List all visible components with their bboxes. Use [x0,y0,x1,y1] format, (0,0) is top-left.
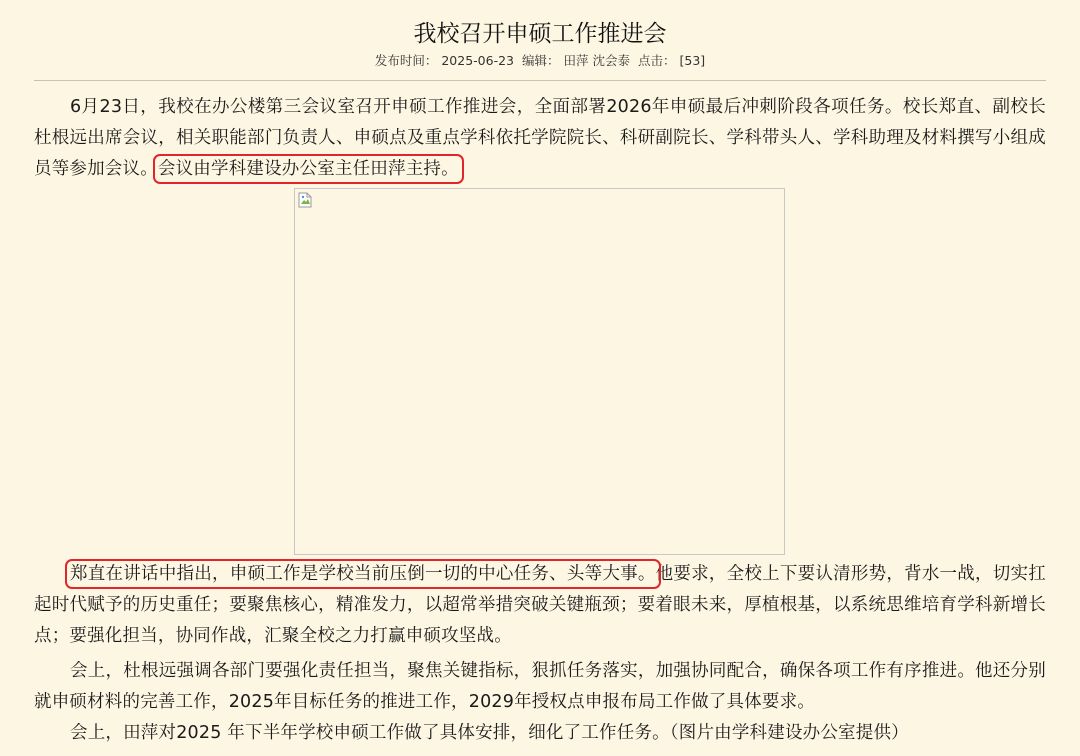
broken-image-icon [298,192,312,208]
page-title: 我校召开申硕工作推进会 [413,21,667,47]
paragraph-1 [34,92,1046,185]
title-divider [34,80,1046,81]
paragraph-3 [34,656,1046,718]
article-meta [0,52,1080,70]
click-count: [53] [679,53,706,68]
clicks-label: 点击： [637,53,676,68]
published-date: 2025-06-23 [441,53,514,68]
article-photo [294,188,785,555]
paragraph-4-text: 会上，田萍对2025 年下半年学校申硕工作做了具体安排，细化了工作任务。（图片由学科建设办公室提供） [70,723,909,743]
paragraph-3-text: 会上，杜根远强调各部门要强化责任担当，聚焦关键指标，狠抓任务落实，加强协同配合，确保各项工作有序推进。他还分别就申硕材料的完善工作，2025年目标任务的推进工作，2029年授权点申报布局工作做了具体要求。 [34,661,1046,712]
editor-names: 田萍 沈会泰 [563,53,630,68]
paragraph-2-text: 他要求，全校上下要认清形势，背水一战，切实扛起时代赋予的历史重任；要聚焦核心，精准发力，以超常举措突破关键瓶颈；要着眼未来，厚植根基，以系统思维培育学科新增长点；要强化担当，协同作战，汇聚全校之力打赢申硕攻坚战。 [34,564,1046,646]
paragraph-1-highlight: 会议由学科建设办公室主任田萍主持。 [157,159,459,179]
editor-label: 编辑： [521,53,560,68]
paragraph-2-highlight: 郑直在讲话中指出，申硕工作是学校当前压倒一切的中心任务、头等大事。 [70,564,656,584]
published-label: 发布时间： [374,53,438,68]
paragraph-2 [34,559,1046,652]
paragraph-1-text: 6月23日，我校在办公楼第三会议室召开申硕工作推进会，全面部署2026年申硕最后冲刺阶段各项任务。校长郑直、副校长杜根远出席会议，相关职能部门负责人、申硕点及重点学科依托学院院长、科研副院长、学科带头人、学科助理及材料撰写小组成员等参加会议。 [34,97,1046,179]
paragraph-4 [34,718,1046,749]
